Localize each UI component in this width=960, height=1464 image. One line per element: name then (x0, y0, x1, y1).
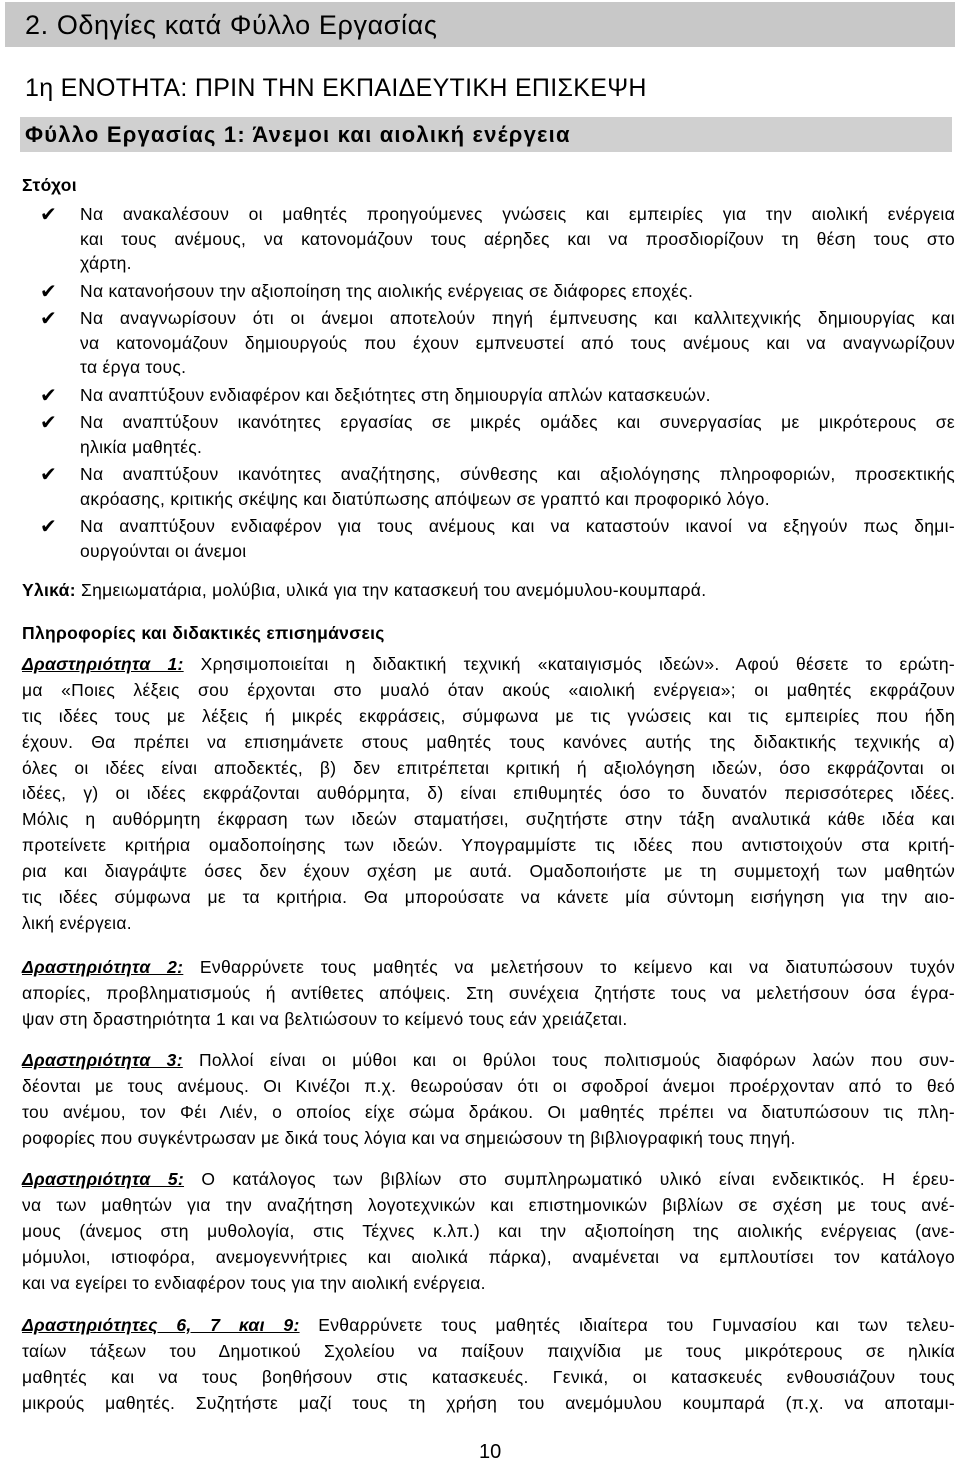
objective-line: ηλικία μαθητές. (80, 436, 203, 457)
check-mark-icon: ✔ (40, 513, 57, 538)
materials-label: Υλικά: (22, 580, 76, 600)
activity-paragraph (22, 1313, 955, 1417)
check-mark-icon: ✔ (40, 461, 57, 486)
activity-label: Δραστηριότητα 3: (22, 1050, 183, 1070)
objective-item (0, 306, 955, 380)
objective-item (0, 279, 955, 304)
page-number: 10 (479, 1441, 502, 1463)
objectives-heading: Στόχοι (22, 175, 77, 195)
activity-line: όλες οι ιδέες είναι αποδεκτές, β) δεν επιτρέπεται κριτική ή αξιολόγηση ιδεών, όσο εκφράζονται οι (22, 757, 955, 778)
activity-line: προτείνετε κριτήρια ομαδοποίησης των ιδεών. Υπογραμμίστε τις ιδέες που αντιστοιχούν στα κριτή- (22, 835, 955, 856)
check-mark-icon: ✔ (40, 409, 57, 434)
materials-text: Σημειωματάρια, μολύβια, υλικά για την κατασκευή του ανεμόμυλου-κουμπαρά. (81, 580, 707, 600)
activity-line: μους (άνεμος στη μυθολογία, στις Τέχνες κ.λπ.) και την αξιοποίηση της αιολικής ενέργειας (ανε- (22, 1220, 955, 1241)
activity-line: απορίες, προβληματισμούς ή αντίθετες απόψεις. Στη συνέχεια ζητήστε τους να μελετήσουν όσα έγρα- (22, 982, 955, 1003)
objective-line: τα έργα τους. (80, 357, 187, 378)
section-title: 2. Οδηγίες κατά Φύλλο Εργασίας (25, 10, 438, 40)
objective-line: Να αναπτύξουν ικανότητες αναζήτησης, σύνθεσης και αξιολόγησης πληροφοριών, προσεκτικής (80, 463, 955, 484)
activity-label: Δραστηριότητα 2: (22, 957, 184, 977)
objective-item (0, 514, 955, 563)
objective-line: Να αναπτύξουν ενδιαφέρον και δεξιότητες στη δημιουργία απλών κατασκευών. (80, 384, 711, 405)
objective-item (0, 383, 955, 408)
section-header-bar (5, 2, 955, 47)
activity-line: μαθητές και να τους βοηθήσουν στις κατασκευές. Γενικά, οι κατασκευές ενθουσιάζουν τους (22, 1366, 955, 1387)
objective-line: ακρόασης, κριτικής σκέψης και διατύπωσης απόψεων σε γραπτό και προφορικό λόγο. (80, 488, 770, 509)
activity-paragraph (22, 955, 955, 1033)
objective-line: και τους ανέμους, να κατονομάζουν τους αέρηδες και να προσδιορίζουν τη θέση τους στο (80, 228, 955, 249)
objective-line: Να αναπτύξουν ικανότητες εργασίας σε μικρές ομάδες και συνεργασίας με μικρότερους σε (80, 411, 955, 432)
objective-line: να κατονομάζουν δημιουργούς που έχουν εμπνευστεί από τους ανέμους και να αναγνωρίζουν (80, 332, 955, 353)
activity-text: Πολλοί είναι οι μύθοι και οι θρύλοι τους πολιτισμούς διαφόρων λαών που συν- (198, 1050, 955, 1070)
unit-title: 1η ΕΝΟΤΗΤΑ: ΠΡΙΝ ΤΗΝ ΕΚΠΑΙΔΕΥΤΙΚΗ ΕΠΙΣΚΕΨΗ (25, 74, 647, 102)
activity-label: Δραστηριότητα 1: (22, 654, 184, 674)
objective-item (0, 410, 955, 459)
activity-paragraph (22, 652, 955, 937)
info-heading: Πληροφορίες και διδακτικές επισημάνσεις (22, 623, 385, 643)
activity-text: Χρησιμοποιείται η διδακτική τεχνική «καταιγισμός ιδεών». Αφού θέσετε το ερώτη- (200, 654, 955, 674)
activity-line (22, 1167, 955, 1193)
check-mark-icon: ✔ (40, 382, 57, 407)
activity-text: Ενθαρρύνετε τους μαθητές να μελετήσουν το κείμενο και να διατυπώσουν τυχόν (199, 957, 955, 977)
activity-line: έχουν. Θα πρέπει να επισημάνετε στους μαθητές τους κανόνες αυτής της διδακτικής τεχνικής α) (22, 731, 955, 752)
objective-line: Να αναπτύξουν ενδιαφέρον για τους ανέμους και να καταστούν ικανοί να εξηγούν πως δημι- (80, 515, 955, 536)
worksheet-title-bar (20, 117, 952, 152)
activity-line: να των μαθητών για την αναζήτηση λογοτεχνικών και επιστημονικών βιβλίων σε σχέση με τους ανέ- (22, 1194, 955, 1215)
activity-text: Ενθαρρύνετε τους μαθητές ιδιαίτερα του Γυμνασίου και των τελευ- (318, 1315, 955, 1335)
activity-line: ψαν στη δραστηριότητα 1 και να βελτιώσουν το κείμενό τους εάν χρειάζεται. (22, 1008, 628, 1029)
objective-item (0, 202, 955, 276)
objective-line: Να αναγνωρίσουν ότι οι άνεμοι αποτελούν πηγή έμπνευσης και καλλιτεχνικής δημιουργίας και (80, 307, 955, 328)
materials-line (22, 578, 706, 602)
activity-line (22, 955, 955, 981)
check-mark-icon: ✔ (40, 202, 57, 226)
activity-line: δέονται με τους ανέμους. Οι Κινέζοι π.χ. θεωρούσαν ότι οι σφοδροί άνεμοι προέρχονταν από το θεό (22, 1075, 955, 1096)
activity-line: ροφορίες που συγκέντρωσαν με δικά τους λόγια και να σημειώσουν τη βιβλιογραφική τους πηγή. (22, 1127, 796, 1148)
activity-line: ρια και διαγράψτε όσες δεν έχουν σχέση με αυτά. Ομαδοποιήστε με τη συμμετοχή των μαθητών (22, 861, 955, 882)
activity-line: λική ενέργεια. (22, 912, 132, 933)
objective-line: Να κατανοήσουν την αξιοποίηση της αιολικής ενέργειας σε διάφορες εποχές. (80, 280, 694, 301)
activity-paragraph (22, 1167, 955, 1296)
objective-line: χάρτη. (80, 253, 132, 274)
check-mark-icon: ✔ (40, 278, 57, 303)
activity-label: Δραστηριότητες 6, 7 και 9: (22, 1315, 300, 1335)
check-mark-icon: ✔ (40, 305, 57, 330)
objectives-list (0, 202, 960, 566)
activity-line: ιδέες, γ) οι ιδέες εκφράζονται αυθόρμητα, δ) είναι επιθυμητές όσο το δυνατόν περισσότερες ιδέες. (22, 783, 955, 804)
activity-line: του ανέμου, τον Φέι Λιέν, ο οποίος είχε σώμα δράκου. Οι μαθητές πρέπει να διατυπώσουν τις πλη- (22, 1101, 955, 1122)
activity-text: Ο κατάλογος των βιβλίων στο συμπληρωματικό υλικό είναι ενδεικτικός. Η έρευ- (201, 1169, 955, 1189)
objective-item (0, 462, 955, 511)
objective-line: ουργούνται οι άνεμοι (80, 540, 247, 561)
activity-label: Δραστηριότητα 5: (22, 1169, 185, 1189)
activity-line: μα «Ποιες λέξεις σου έρχονται στο μυαλό όταν ακούς «αιολική ενέργεια»; οι μαθητές εκφράζουν (22, 679, 955, 700)
objective-line: Να ανακαλέσουν οι μαθητές προηγούμενες γνώσεις και εμπειρίες για την αιολική ενέργεια (80, 204, 955, 224)
activity-line (22, 1313, 955, 1339)
activity-line: τις ιδέες σύμφωνα με τα κριτήρια. Θα μπορούσατε να κάνετε μία σύντομη εισήγηση για την αιο- (22, 887, 955, 908)
activity-line (22, 652, 955, 678)
activity-line: τις ιδέες τους με λέξεις ή μικρές εκφράσεις, σύμφωνα με τις γνώσεις και τις εμπειρίες που ήδη (22, 705, 955, 726)
activity-line: ταίων τάξεων του Δημοτικού Σχολείου να παίξουν παιχνίδια με τους μικρότερους σε ηλικία (22, 1340, 955, 1361)
activity-line: Μόλις η αυθόρμητη έκφραση των ιδεών σταματήσει, συζητήστε στην τάξη αναλυτικά κάθε ιδέα και (22, 809, 955, 830)
activity-line: και να εγείρει το ενδιαφέρον τους για την αιολική ενέργεια. (22, 1272, 486, 1293)
activity-line: μικρούς μαθητές. Συζητήστε μαζί τους τη χρήση του ανεμόμυλου κουμπαρά (π.χ. να αποταμι- (22, 1392, 955, 1413)
activity-line: μόμυλοι, ιστιοφόρα, ανεμογεννήτριες και αιολικά πάρκα), αναμένεται να εμπλουτίσει τον κατάλογο (22, 1246, 955, 1267)
activity-paragraph (22, 1048, 955, 1152)
worksheet-title: Φύλλο Εργασίας 1: Άνεμοι και αιολική ενέργεια (25, 122, 571, 147)
activity-line (22, 1048, 955, 1074)
